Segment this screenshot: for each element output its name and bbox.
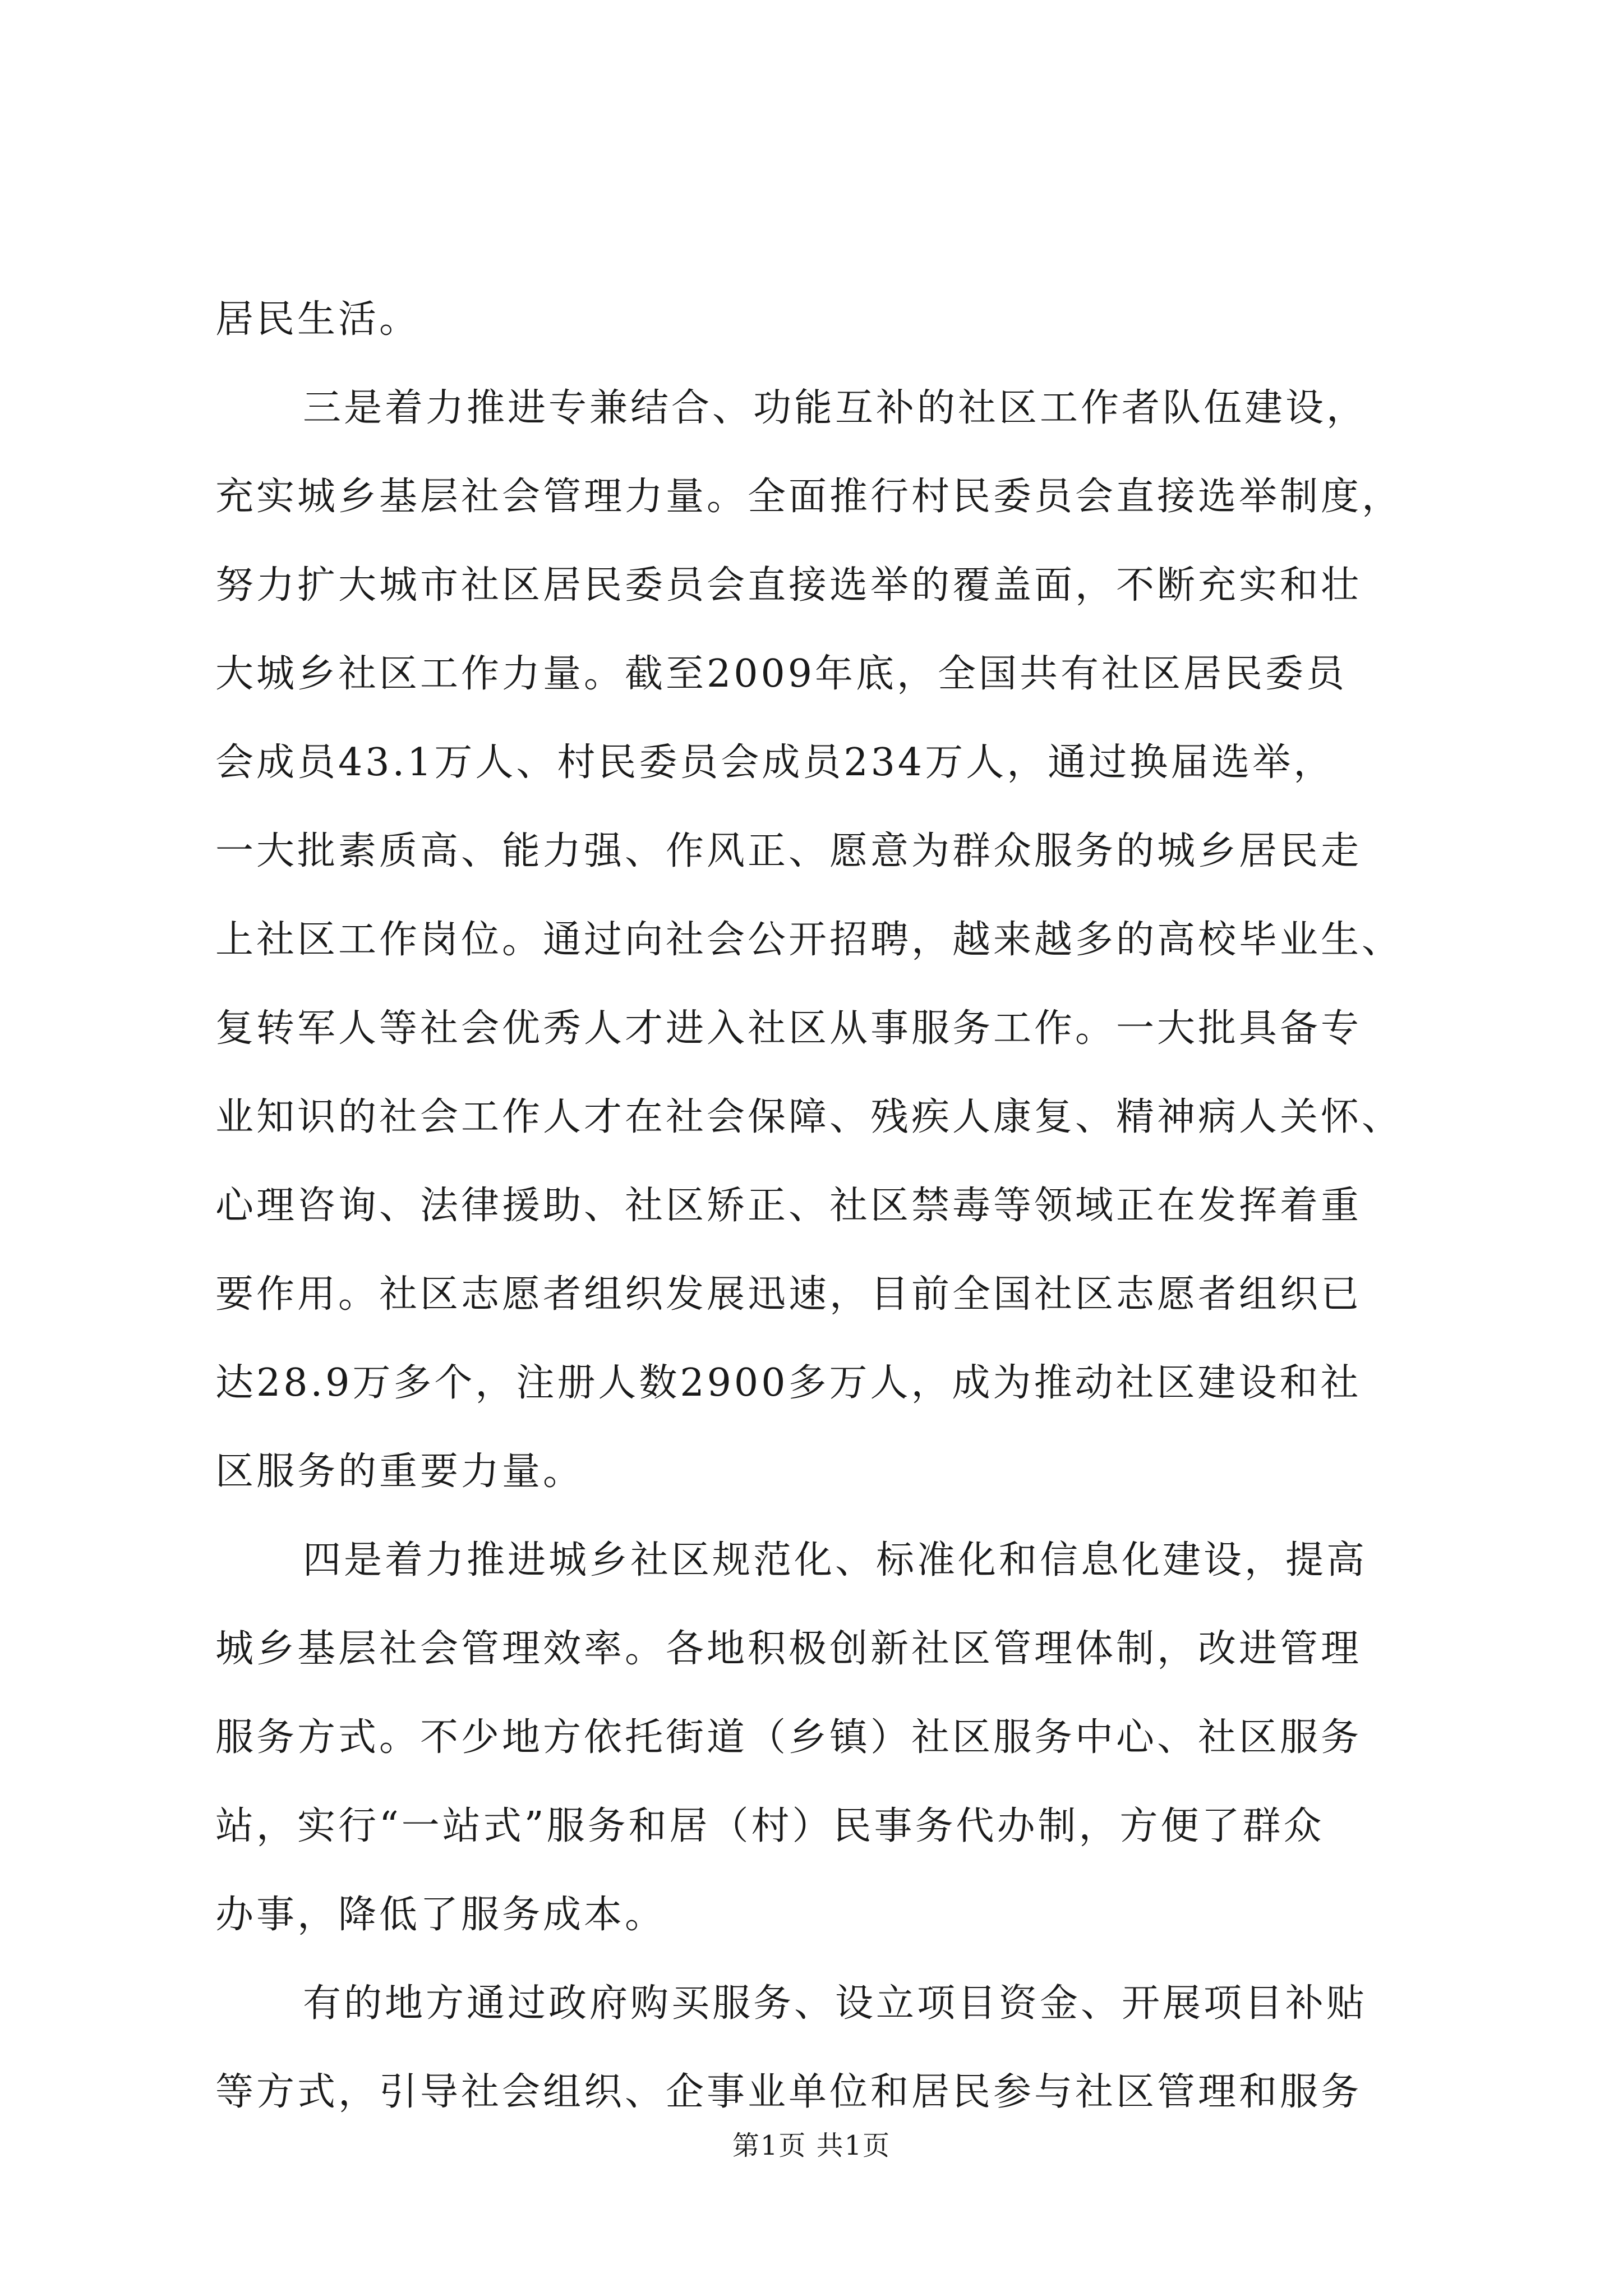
paragraph-line: 大城乡社区工作力量。截至2009年底，全国共有社区居民委员 xyxy=(215,652,1348,696)
page-footer: 第1页 共1页 xyxy=(732,2130,891,2161)
paragraph-line: 一大批素质高、能力强、作风正、愿意为群众服务的城乡居民走 xyxy=(215,829,1362,873)
paragraph-line: 业知识的社会工作人才在社会保障、残疾人康复、精神病人关怀、 xyxy=(215,1095,1403,1139)
paragraph-line: 心理咨询、法律援助、社区矫正、社区禁毒等领域正在发挥着重 xyxy=(215,1184,1362,1228)
paragraph-line: 区服务的重要力量。 xyxy=(215,1450,584,1494)
paragraph-line: 等方式，引导社会组织、企事业单位和居民参与社区管理和服务 xyxy=(215,2070,1362,2114)
paragraph-line: 城乡基层社会管理效率。各地积极创新社区管理体制，改进管理 xyxy=(215,1627,1362,1671)
paragraph-line: 四是着力推进城乡社区规范化、标准化和信息化建设，提高 xyxy=(303,1538,1368,1582)
paragraph-line: 办事，降低了服务成本。 xyxy=(215,1893,666,1937)
paragraph-line: 服务方式。不少地方依托街道（乡镇）社区服务中心、社区服务 xyxy=(215,1715,1362,1760)
paragraph-line: 复转军人等社会优秀人才进入社区从事服务工作。一大批具备专 xyxy=(215,1006,1362,1051)
paragraph-line: 达28.9万多个，注册人数2900多万人，成为推动社区建设和社 xyxy=(215,1361,1362,1405)
paragraph-line: 要作用。社区志愿者组织发展迅速，目前全国社区志愿者组织已 xyxy=(215,1272,1362,1317)
paragraph-line: 努力扩大城市社区居民委员会直接选举的覆盖面，不断充实和壮 xyxy=(215,563,1362,608)
paragraph-line: 三是着力推进专兼结合、功能互补的社区工作者队伍建设， xyxy=(303,386,1368,430)
paragraph-line: 站，实行“一站式”服务和居（村）民事务代办制，方便了群众 xyxy=(215,1804,1325,1848)
paragraph-line: 有的地方通过政府购买服务、设立项目资金、开展项目补贴 xyxy=(303,1981,1368,2026)
paragraph-line: 会成员43.1万人、村民委员会成员234万人，通过换届选举， xyxy=(215,740,1335,785)
paragraph-line: 上社区工作岗位。通过向社会公开招聘，越来越多的高校毕业生、 xyxy=(215,918,1403,962)
paragraph-line: 居民生活。 xyxy=(215,297,421,342)
paragraph-line: 充实城乡基层社会管理力量。全面推行村民委员会直接选举制度， xyxy=(215,475,1403,519)
